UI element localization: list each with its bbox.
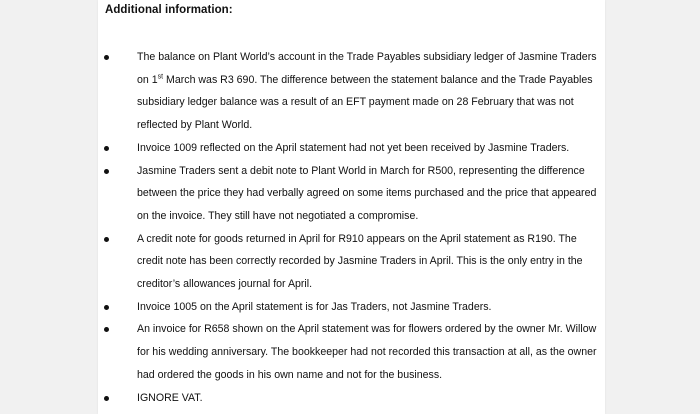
list-item-text: A credit note for goods returned in April for R910 appears on the April statement as R190. The credit note has been correctly recorded by Jasmine Traders in April. This is the only entry in the creditor’s allowances journal for April. — [137, 232, 583, 291]
bullet-icon — [104, 55, 109, 60]
list-item-text: Invoice 1009 reflected on the April statement had not yet been received by Jasmine Traders. — [137, 141, 570, 154]
list-item — [98, 46, 605, 137]
bullet-icon — [104, 237, 109, 242]
list-item — [98, 137, 605, 160]
list-item — [98, 228, 605, 296]
list-item-text: The balance on Plant World’s account in the Trade Payables subsidiary ledger of Jasmine Traders on 1st March was R3 690. The difference between the statement balance and the Trade Payables subsidiary ledger balance was a result of an EFT payment made on 28 February that was not reflected by Plant World. — [137, 51, 597, 132]
list-item — [98, 296, 605, 319]
list-item-text: An invoice for R658 shown on the April statement was for flowers ordered by the owner Mr. Willow for his wedding anniversary. The bookkeeper had not recorded this transaction at all, as the owner had ordered the goods in his own name and not for the business. — [137, 323, 597, 381]
list-item-text: Invoice 1005 on the April statement is for Jas Traders, not Jasmine Traders. — [137, 300, 492, 313]
list-item-text: Jasmine Traders sent a debit note to Plant World in March for R500, representing the difference between the price they had verbally agreed on some items purchased and the price that appeared on the invoice. They still have not negotiated a compromise. — [137, 164, 597, 222]
bullet-icon — [104, 396, 109, 401]
bullet-icon — [104, 327, 109, 332]
list-item-text: IGNORE VAT. — [137, 391, 203, 404]
bullet-icon — [104, 169, 109, 174]
list-item — [98, 160, 605, 228]
list-item — [98, 318, 605, 386]
bullet-list — [98, 46, 605, 409]
bullet-icon — [104, 146, 109, 151]
list-item — [98, 387, 605, 410]
section-heading: Additional information: — [105, 4, 233, 16]
bullet-icon — [104, 305, 109, 310]
document-page — [98, 0, 605, 414]
